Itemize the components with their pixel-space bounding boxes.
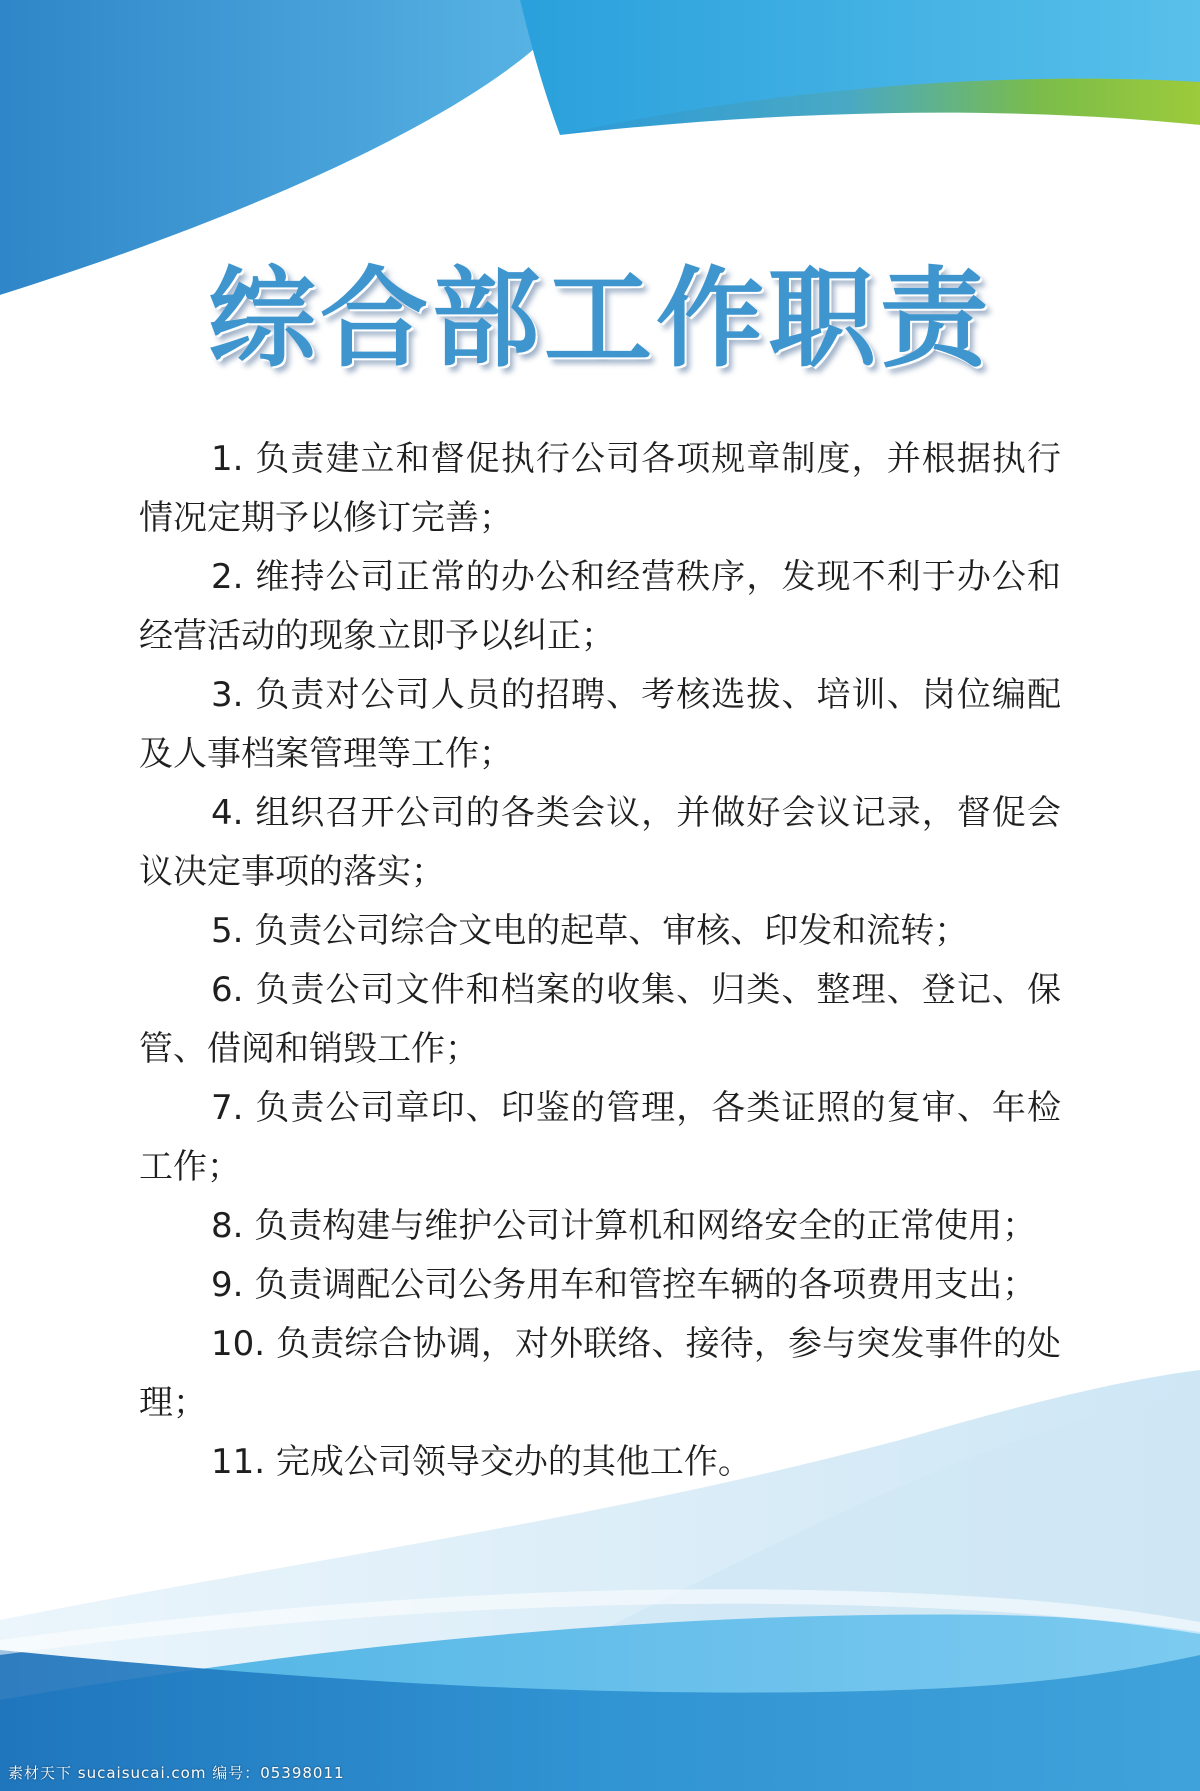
page-title: 综合部工作职责: [207, 257, 992, 382]
duty-item: 10. 负责综合协调，对外联络、接待，参与突发事件的处理；: [139, 1324, 1061, 1423]
duty-item: 2. 维持公司正常的办公和经营秩序，发现不利于办公和经营活动的现象立即予以纠正；: [139, 557, 1061, 656]
watermark-text: 素材天下 sucaisucai.com 编号：05398011: [8, 1764, 345, 1782]
duty-list: [139, 430, 1061, 1492]
duty-item: 4. 组织召开公司的各类会议，并做好会议记录，督促会议决定事项的落实；: [139, 793, 1061, 892]
top-left-wave: [0, 0, 580, 295]
duty-item: 8. 负责构建与维护公司计算机和网络安全的正常使用；: [211, 1206, 1037, 1246]
duty-item: 7. 负责公司章印、印鉴的管理，各类证照的复审、年检工作；: [139, 1088, 1061, 1187]
duty-item: 6. 负责公司文件和档案的收集、归类、整理、登记、保管、借阅和销毁工作；: [139, 970, 1061, 1069]
duty-item: 9. 负责调配公司公务用车和管控车辆的各项费用支出；: [211, 1265, 1037, 1305]
duty-item: 11. 完成公司领导交办的其他工作。: [211, 1442, 752, 1482]
duty-item: 1. 负责建立和督促执行公司各项规章制度，并根据执行情况定期予以修订完善；: [139, 439, 1061, 538]
duty-item: 5. 负责公司综合文电的起草、审核、印发和流转；: [211, 911, 969, 951]
duty-item: 3. 负责对公司人员的招聘、考核选拔、培训、岗位编配及人事档案管理等工作；: [139, 675, 1061, 774]
